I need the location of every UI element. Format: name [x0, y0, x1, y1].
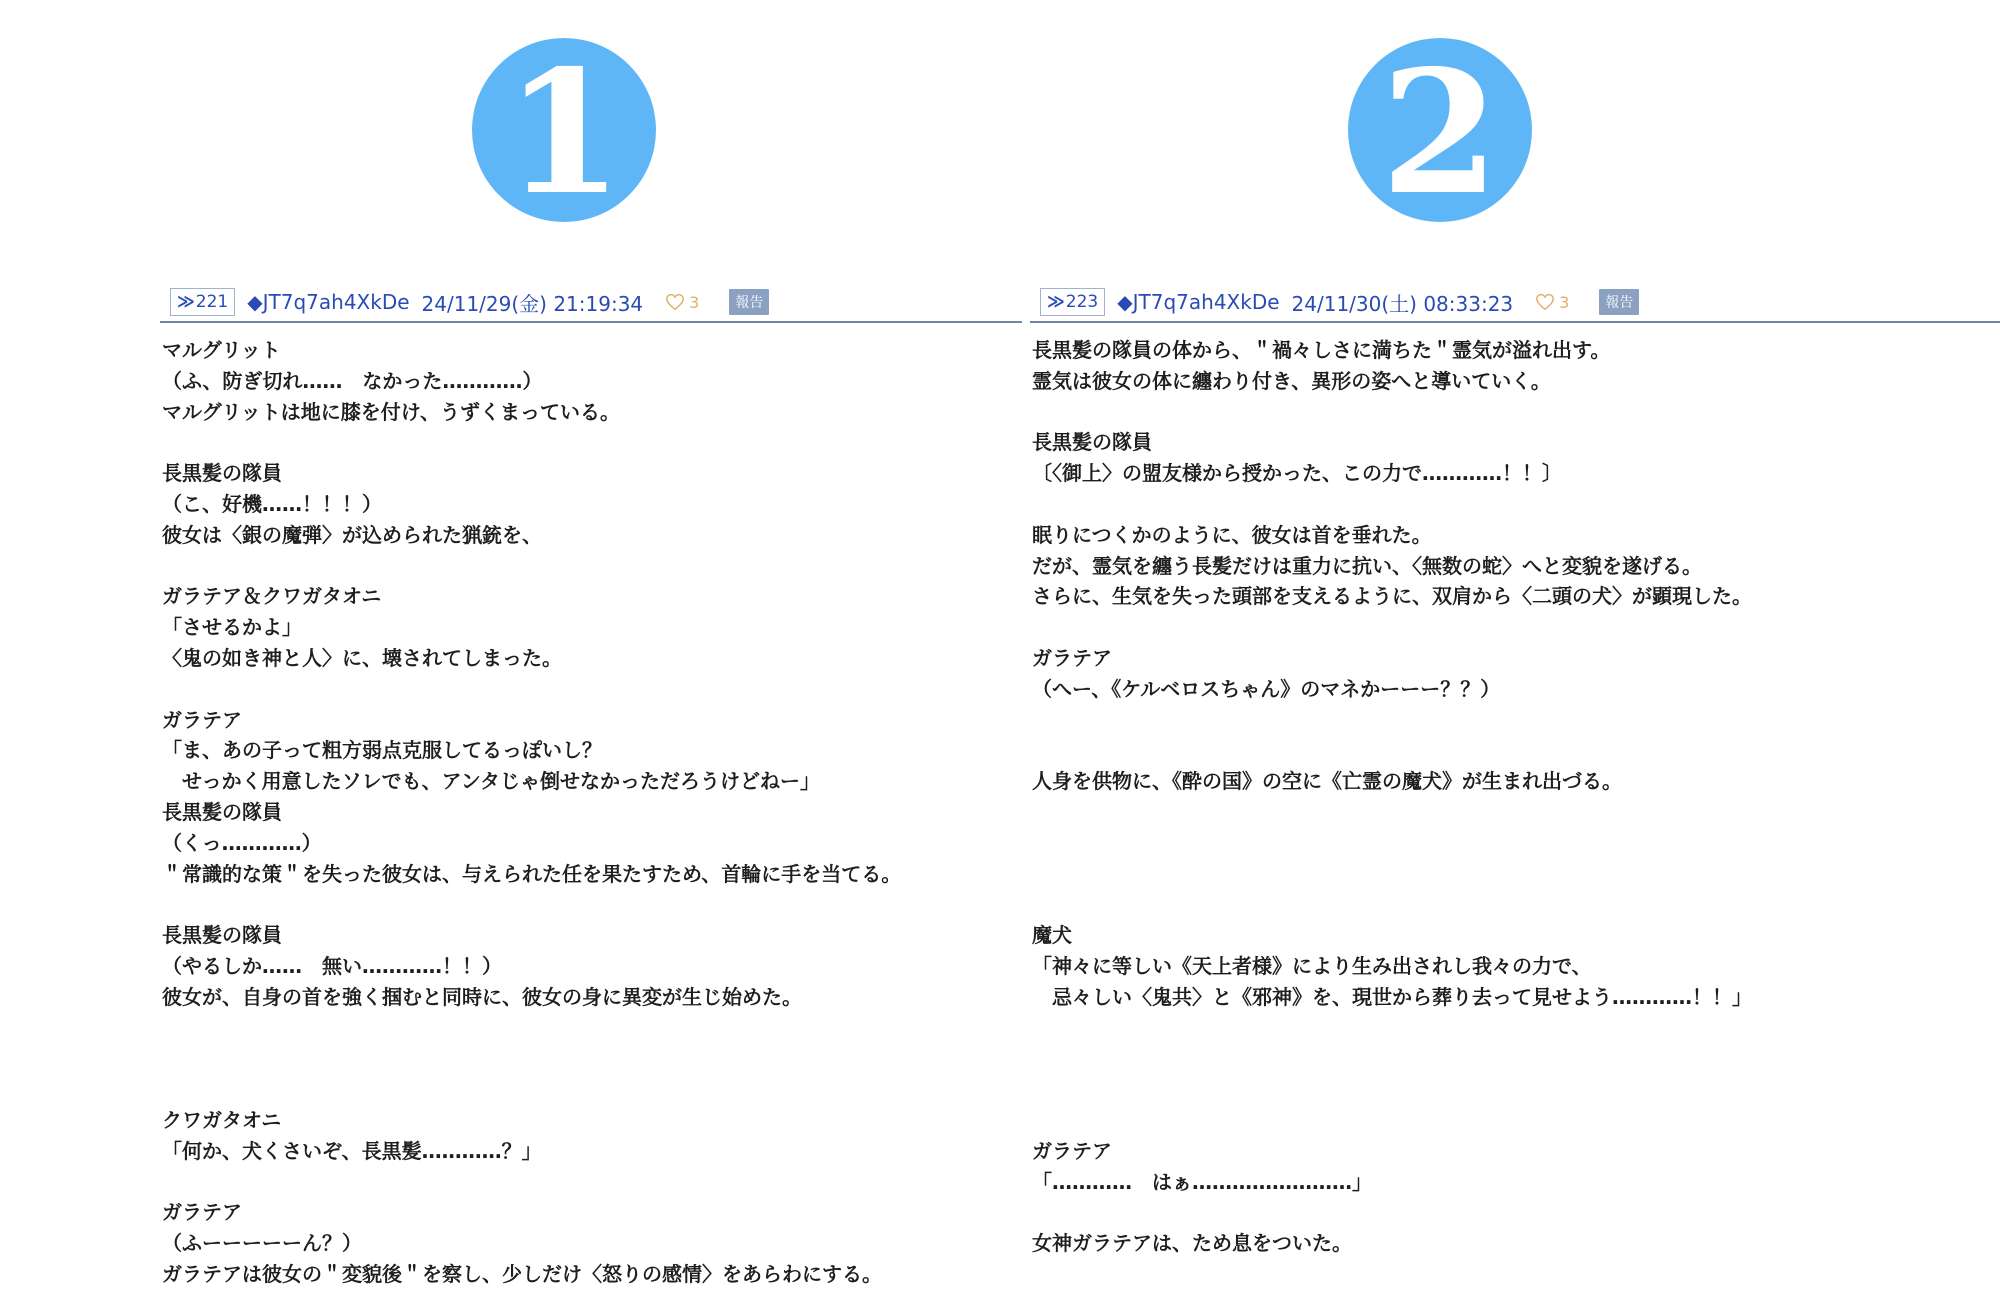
post-header	[160, 283, 1022, 323]
post-date: 24/11/29(金) 21:19:34	[421, 291, 644, 316]
poster-id[interactable]: ◆JT7q7ah4XkDe	[247, 290, 410, 314]
poster-id[interactable]: ◆JT7q7ah4XkDe	[1117, 290, 1280, 314]
number-badge-2	[1348, 33, 1532, 233]
post-body: マルグリット （ふ、防ぎ切れ…… なかった…………） マルグリットは地に膝を付け、うずくまっている。 長黒髪の隊員 （こ、好機……！！！） 彼女は〈銀の魔弾〉が込められた猟銃を、 ガラテア＆クワガタオニ 「させるかよ」 〈鬼の如き神と人〉に、壊されてしまった。 ガラテア 「ま、あの子って粗方弱点克服してるっぽいし？ せっかく用意したソレでも、アンタじゃ倒せなかっただろうけどねー」 長黒髪の隊員 （くっ…………） ＂常識的な策＂を失った彼女は、与えられた任を果たすため、首輪に手を当てる。 長黒髪の隊員 （やるしか…… 無い…………！！） 彼女が、自身の首を強く掴むと同時に、彼女の身に異変が生じ始めた。 クワガタオニ 「何か、犬くさいぞ、長黒髪…………？」 ガラテア （ふーーーーーん？） ガラテアは彼女の＂変貌後＂を察し、少しだけ〈怒りの感情〉をあらわにする。	[162, 338, 902, 1286]
reply-arrow-icon: ≫	[1047, 292, 1062, 312]
like-button[interactable]	[1535, 293, 1569, 312]
report-button[interactable]: 報告	[729, 289, 769, 315]
heart-icon	[665, 293, 685, 311]
like-button[interactable]	[665, 293, 699, 312]
post-body: 長黒髪の隊員の体から、＂禍々しさに満ちた＂霊気が溢れ出す。 霊気は彼女の体に纏わり付き、異形の姿へと導いていく。 長黒髪の隊員 〔〈御上〉の盟友様から授かった、この力で…………！！〕 眠りにつくかのように、彼女は首を垂れた。 だが、霊気を纏う長髪だけは重力に抗い、〈無数の蛇〉へと変貌を遂げる。 さらに、生気を失った頭部を支えるように、双肩から〈二頭の犬〉が顕現した。 ガラテア （へー、《ケルベロスちゃん》のマネかーーー？？） 人身を供物に、《酔の国》の空に《亡霊の魔犬》が生まれ出づる。 魔犬 「神々に等しい《天上者様》により生み出されし我々の力で、 忌々しい〈鬼共〉と《邪神》を、現世から葬り去って見せよう…………！！」 ガラテア 「………… はぁ……………………」 女神ガラテアは、ため息をついた。	[1032, 338, 1752, 1256]
badge-number: 2	[1380, 33, 1500, 233]
reply-anchor-link[interactable]	[1040, 288, 1105, 316]
post-date: 24/11/30(土) 08:33:23	[1291, 291, 1514, 316]
heart-icon	[1535, 293, 1555, 311]
like-count: 3	[1559, 292, 1570, 312]
report-button[interactable]: 報告	[1599, 289, 1639, 315]
reply-anchor-link[interactable]	[170, 288, 235, 316]
badge-number: 1	[504, 33, 624, 233]
post-header	[1030, 283, 2000, 323]
reply-arrow-icon: ≫	[177, 292, 192, 312]
like-count: 3	[689, 292, 700, 312]
number-badge-1	[472, 33, 656, 233]
reply-number: 221	[195, 292, 229, 312]
reply-number: 223	[1065, 292, 1099, 312]
